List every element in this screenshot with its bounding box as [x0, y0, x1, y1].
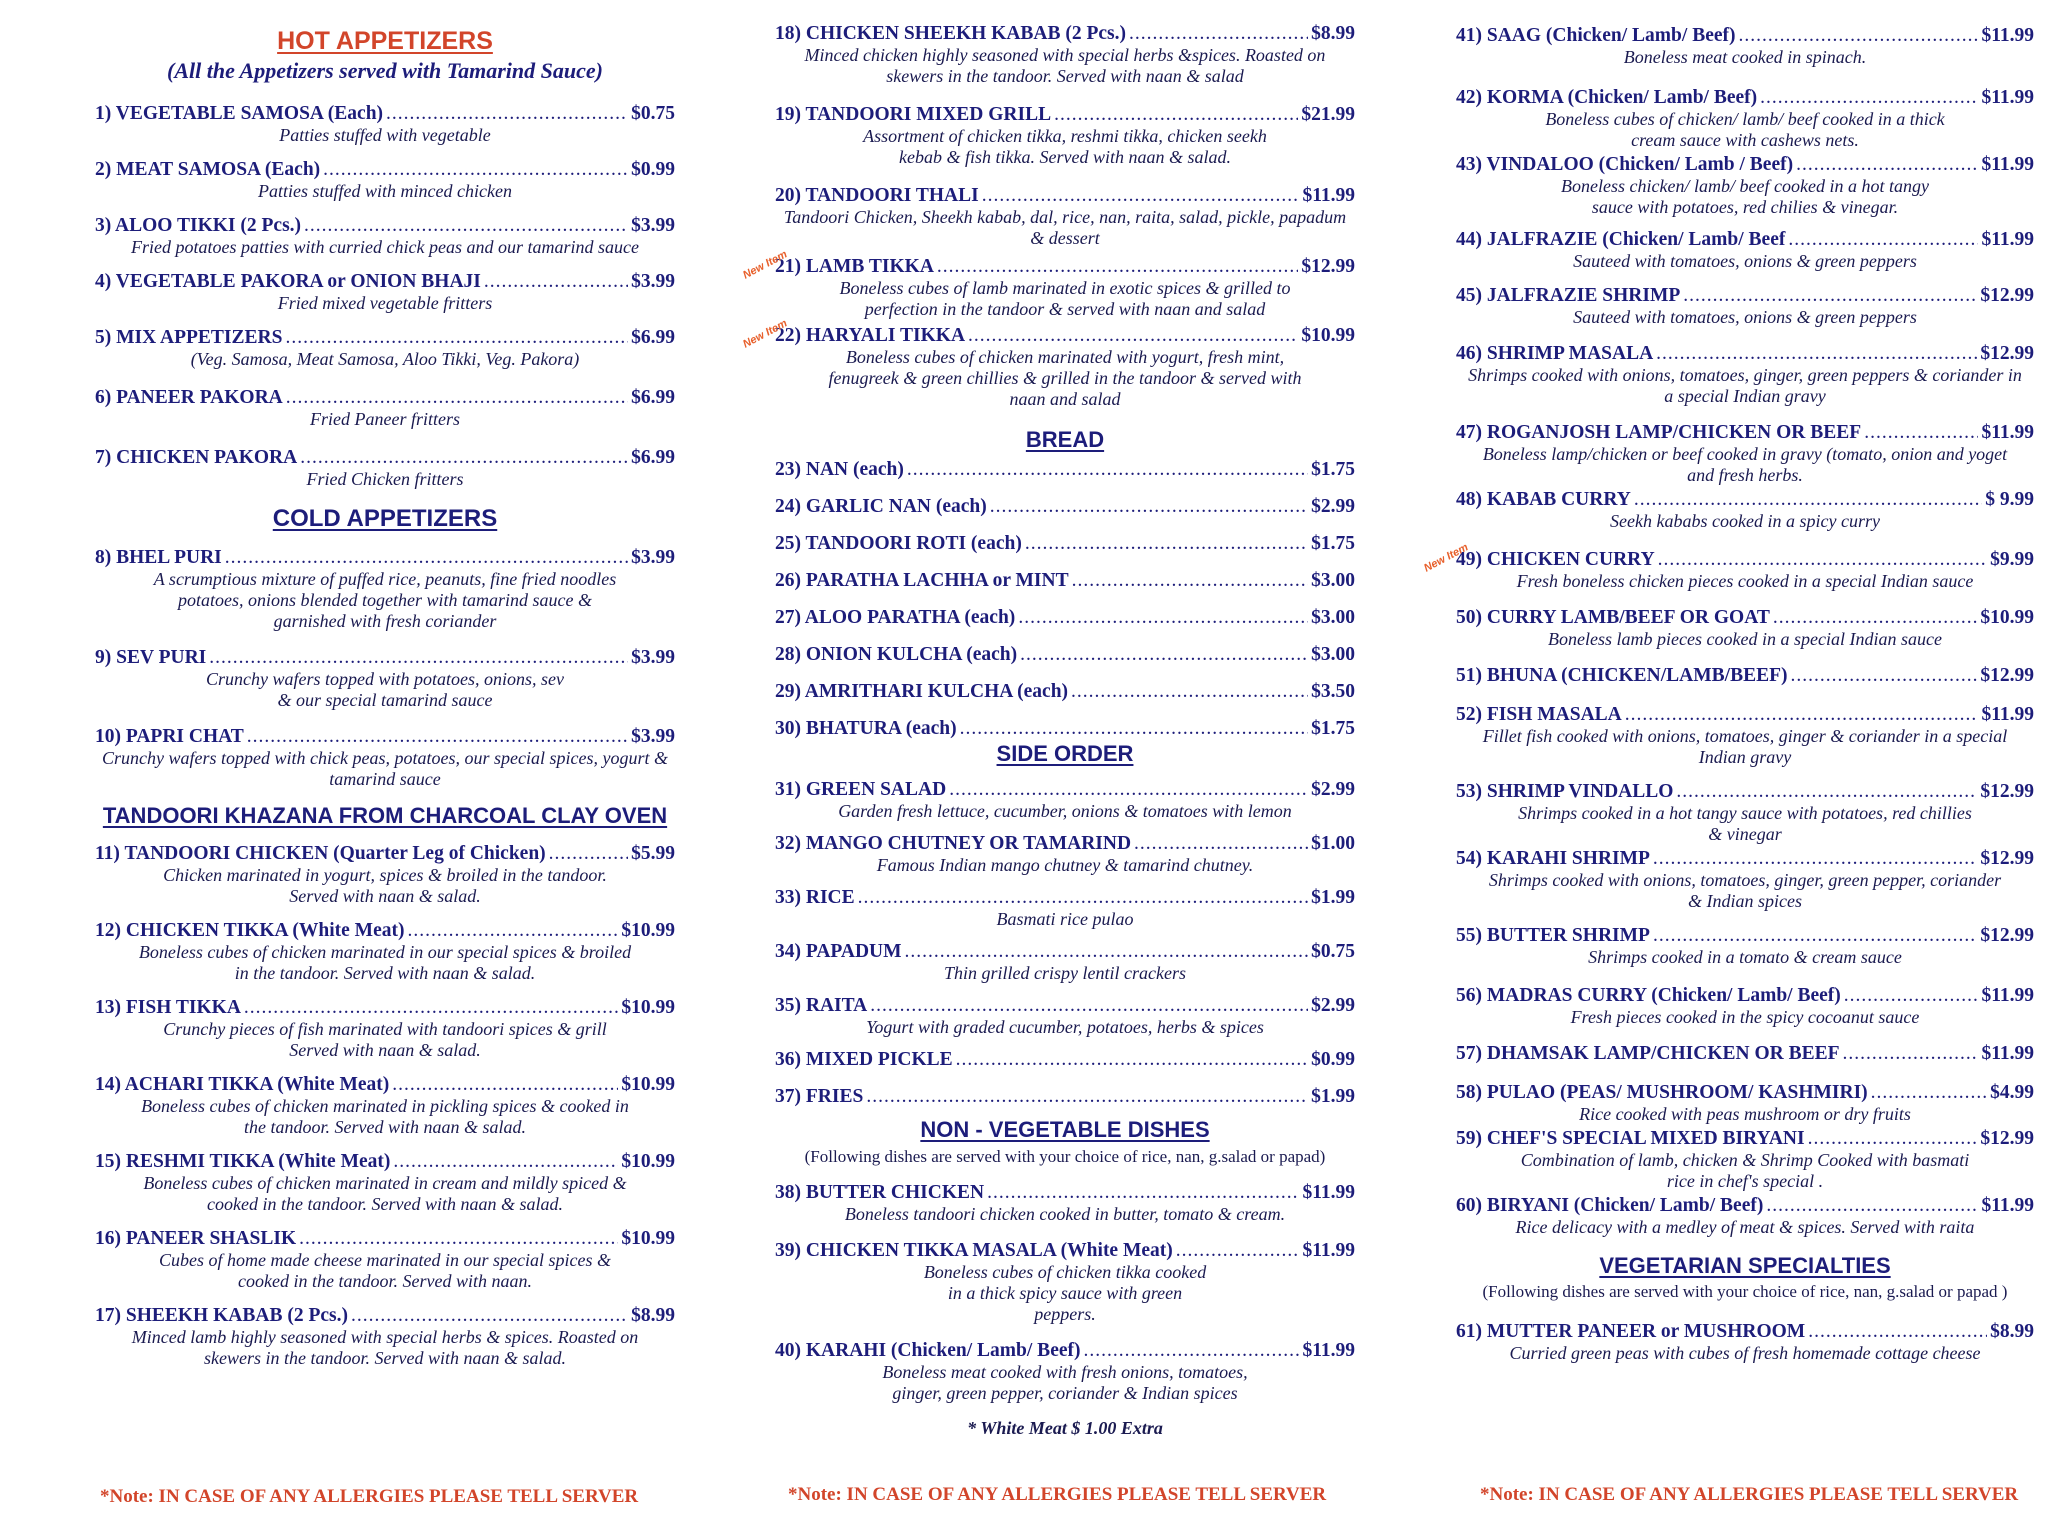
item-price: $4.99: [1990, 1082, 2034, 1103]
item-name: 5) MIX APPETIZERS: [95, 326, 283, 348]
item-description: Yogurt with graded cucumber, potatoes, herbs & spices: [866, 1017, 1264, 1038]
item-name: 12) CHICKEN TIKKA (White Meat): [95, 920, 405, 942]
menu-item: [775, 717, 1355, 740]
item-price: $3.00: [1311, 570, 1355, 592]
item-name: 10) PAPRI CHAT: [95, 725, 244, 747]
item-price: $2.99: [1311, 496, 1355, 518]
menu-item: [95, 1150, 675, 1215]
item-price: $5.99: [631, 843, 675, 865]
menu-item: [741, 317, 1355, 410]
item-price: $ 9.99: [1985, 489, 2034, 510]
cold-appetizers-list: [95, 546, 675, 790]
item-description: Fried Chicken fritters: [306, 468, 464, 489]
item-description: Boneless cubes of chicken tikka cooked in a thick spicy sauce with green peppers.: [923, 1261, 1207, 1324]
item-price: $2.99: [1311, 779, 1355, 801]
item-name: 30) BHATURA (each): [775, 718, 957, 740]
menu-item: [95, 446, 675, 490]
menu-item: [95, 919, 675, 984]
item-price: $12.99: [1980, 781, 2034, 802]
menu-item: [95, 158, 675, 202]
hot-appetizers-list: [95, 102, 675, 490]
item-description: Boneless lamp/chicken or beef cooked in gravy (tomato, onion and yoget and fresh herbs.: [1482, 444, 2008, 485]
item-name: 49) CHICKEN CURRY: [1456, 549, 1655, 570]
non-veg-list: [775, 1181, 1355, 1404]
item-price: $21.99: [1301, 104, 1355, 125]
allergy-note-middle: *Note: IN CASE OF ANY ALLERGIES PLEASE TELL SERVER: [788, 1484, 1327, 1505]
item-price: $12.99: [1980, 285, 2034, 306]
new-item-tag: New Item: [741, 317, 790, 351]
item-price: $10.99: [621, 920, 675, 942]
item-price: $11.99: [1981, 1195, 2034, 1216]
item-name: 46) SHRIMP MASALA: [1456, 343, 1654, 364]
item-name: 43) VINDALOO (Chicken/ Lamb / Beef): [1456, 154, 1794, 175]
menu-item: [775, 680, 1355, 703]
veg-specialties-list: [1456, 1320, 2034, 1364]
item-description: Crunchy wafers topped with potatoes, onions, sev & our special tamarind sauce: [206, 668, 564, 710]
item-name: 11) TANDOORI CHICKEN (Quarter Leg of Chicken): [95, 843, 546, 865]
item-description: Boneless cubes of lamb marinated in exotic spices & grilled to perfection in the tandoor & served with naan and salad: [839, 278, 1291, 319]
allergy-note-right: *Note: IN CASE OF ANY ALLERGIES PLEASE TELL SERVER: [1480, 1484, 2019, 1505]
item-price: $1.75: [1311, 459, 1355, 481]
new-item-tag: New Item: [741, 248, 790, 282]
non-veg-note: (Following dishes are served with your choice of rice, nan, g.salad or papad): [804, 1146, 1326, 1166]
item-name: 57) DHAMSAK LAMP/CHICKEN OR BEEF: [1456, 1043, 1840, 1064]
menu-item: [95, 996, 675, 1061]
item-name: 26) PARATHA LACHHA or MINT: [775, 570, 1069, 592]
menu-item: [775, 458, 1355, 481]
menu-item: [1456, 1320, 2034, 1364]
item-price: $8.99: [1311, 23, 1355, 44]
menu-item: [1456, 284, 2034, 328]
item-description: Boneless lamb pieces cooked in a special Indian sauce: [1548, 629, 1942, 649]
item-name: 32) MANGO CHUTNEY OR TAMARIND: [775, 833, 1132, 855]
item-description: Sauteed with tomatoes, onions & green peppers: [1573, 251, 1917, 271]
item-price: $3.99: [631, 725, 675, 747]
menu-item: [1456, 924, 2034, 968]
item-name: 27) ALOO PARATHA (each): [775, 607, 1016, 629]
item-price: $1.99: [1311, 1086, 1355, 1108]
item-price: $6.99: [631, 446, 675, 468]
item-name: 44) JALFRAZIE (Chicken/ Lamb/ Beef: [1456, 229, 1786, 250]
item-name: 41) SAAG (Chicken/ Lamb/ Beef): [1456, 25, 1736, 46]
menu-item: [775, 184, 1355, 249]
item-price: $0.99: [1311, 1049, 1355, 1071]
item-price: $12.99: [1980, 925, 2034, 946]
item-price: $10.99: [621, 997, 675, 1019]
cold-appetizers-title: COLD APPETIZERS: [272, 504, 498, 532]
menu-item: [1456, 153, 2034, 218]
item-price: $3.99: [631, 646, 675, 668]
item-description: Cubes of home made cheese marinated in our special spices & cooked in the tandoor. Served with naan.: [159, 1250, 611, 1292]
menu-item: [95, 842, 675, 907]
item-description: Fresh pieces cooked in the spicy cocoanut sauce: [1570, 1007, 1920, 1027]
menu-item: [1456, 1194, 2034, 1238]
menu-column-right: [1422, 0, 2034, 1519]
menu-item: [775, 532, 1355, 555]
menu-item: [1456, 703, 2034, 768]
tandoori-list: [95, 842, 675, 1369]
item-price: $0.99: [631, 158, 675, 180]
item-price: $1.99: [1311, 887, 1355, 909]
item-description: Boneless cubes of chicken/ lamb/ beef cooked in a thick cream sauce with cashews nets.: [1545, 109, 1945, 150]
item-price: $12.99: [1301, 256, 1355, 277]
menu-item: [1456, 1081, 2034, 1125]
menu-item: [1456, 488, 2034, 532]
item-name: 14) ACHARI TIKKA (White Meat): [95, 1074, 390, 1096]
item-description: Chicken marinated in yogurt, spices & broiled in the tandoor. Served with naan & salad.: [163, 865, 607, 907]
item-description: Thin grilled crispy lentil crackers: [944, 963, 1186, 984]
menu-item: [775, 778, 1355, 822]
item-name: 60) BIRYANI (Chicken/ Lamb/ Beef): [1456, 1195, 1764, 1216]
item-description: Sauteed with tomatoes, onions & green peppers: [1573, 307, 1917, 327]
item-name: 15) RESHMI TIKKA (White Meat): [95, 1151, 391, 1173]
bread-title: BREAD: [1025, 427, 1105, 452]
item-description: (Veg. Samosa, Meat Samosa, Aloo Tikki, Veg. Pakora): [190, 348, 580, 369]
item-description: Seekh kababs cooked in a spicy curry: [1610, 511, 1880, 531]
menu-item: [775, 643, 1355, 666]
item-price: $6.99: [631, 386, 675, 408]
menu-item: [1456, 228, 2034, 272]
item-name: 35) RAITA: [775, 995, 868, 1017]
menu-item: [1456, 664, 2034, 687]
menu-item: [1456, 86, 2034, 151]
item-name: 61) MUTTER PANEER or MUSHROOM: [1456, 1321, 1806, 1343]
item-description: Tandoori Chicken, Sheekh kabab, dal, rice, nan, raita, salad, pickle, papadum & dessert: [783, 207, 1347, 248]
item-description: Basmati rice pulao: [996, 909, 1134, 930]
menu-item: [775, 569, 1355, 592]
item-name: 21) LAMB TIKKA: [775, 256, 934, 277]
item-description: Boneless cubes of chicken marinated in cream and mildly spiced & cooked in the tandoor. Served with naan & salad.: [143, 1173, 627, 1215]
item-name: 7) CHICKEN PAKORA: [95, 446, 298, 468]
menu-item: [775, 1181, 1355, 1225]
item-price: $10.99: [621, 1151, 675, 1173]
menu-item: [95, 1227, 675, 1292]
item-price: $3.99: [631, 546, 675, 568]
menu-item: [775, 22, 1355, 87]
menu-item: [1456, 421, 2034, 486]
item-name: 39) CHICKEN TIKKA MASALA (White Meat): [775, 1239, 1173, 1261]
menu-item: [95, 386, 675, 430]
menu-item: [1456, 1127, 2034, 1192]
hot-appetizers-subtitle: (All the Appetizers served with Tamarind Sauce): [167, 57, 603, 83]
item-name: 40) KARAHI (Chicken/ Lamb/ Beef): [775, 1339, 1081, 1361]
item-name: 19) TANDOORI MIXED GRILL: [775, 104, 1052, 125]
item-price: $11.99: [1981, 25, 2034, 46]
item-price: $11.99: [1981, 1043, 2034, 1064]
item-name: 36) MIXED PICKLE: [775, 1049, 953, 1071]
white-meat-extra-note: * White Meat $ 1.00 Extra: [967, 1417, 1163, 1438]
item-description: Boneless tandoori chicken cooked in butter, tomato & cream.: [844, 1203, 1286, 1224]
menu-item: [95, 270, 675, 314]
item-description: A scrumptious mixture of puffed rice, peanuts, fine fried noodles potatoes, onions blended together with tamarind sauce & garnished with fresh coriander: [153, 568, 617, 631]
item-description: Famous Indian mango chutney & tamarind chutney.: [876, 855, 1254, 876]
item-name: 3) ALOO TIKKI (2 Pcs.): [95, 214, 302, 236]
item-name: 55) BUTTER SHRIMP: [1456, 925, 1650, 946]
item-name: 45) JALFRAZIE SHRIMP: [1456, 285, 1681, 306]
item-price: $9.99: [1990, 549, 2034, 570]
item-description: Fried mixed vegetable fritters: [277, 292, 493, 313]
menu-item: [1456, 780, 2034, 845]
item-name: 2) MEAT SAMOSA (Each): [95, 158, 321, 180]
veg-specialties-title: VEGETARIAN SPECIALTIES: [1599, 1253, 1891, 1278]
menu-item: [741, 248, 1355, 320]
menu-column-middle: [741, 0, 1355, 1519]
item-name: 25) TANDOORI ROTI (each): [775, 533, 1022, 555]
item-name: 52) FISH MASALA: [1456, 704, 1622, 725]
item-price: $10.99: [1980, 607, 2034, 628]
menu-item: [775, 832, 1355, 876]
item-price: $11.99: [1981, 154, 2034, 175]
item-description: Shrimps cooked in a tomato & cream sauce: [1588, 947, 1902, 967]
item-name: 1) VEGETABLE SAMOSA (Each): [95, 102, 384, 124]
item-name: 59) CHEF'S SPECIAL MIXED BIRYANI: [1456, 1128, 1805, 1149]
item-name: 17) SHEEKH KABAB (2 Pcs.): [95, 1305, 348, 1327]
item-price: $11.99: [1981, 87, 2034, 108]
side-order-list: [775, 778, 1355, 1108]
menu-item: [775, 1239, 1355, 1325]
item-description: Fillet fish cooked with onions, tomatoes, ginger & coriander in a special Indian gravy: [1482, 726, 2008, 767]
item-description: Boneless cubes of chicken marinated in our special spices & broiled in the tandoor. Served with naan & salad.: [138, 942, 632, 984]
item-description: Fried Paneer fritters: [310, 408, 460, 429]
menu-item: [95, 326, 675, 370]
menu-item: [775, 1085, 1355, 1108]
item-price: $12.99: [1980, 1128, 2034, 1149]
menu-item: [775, 103, 1355, 168]
item-description: Curried green peas with cubes of fresh homemade cottage cheese: [1509, 1343, 1981, 1364]
item-description: Fried potatoes patties with curried chick peas and our tamarind sauce: [131, 236, 639, 257]
item-price: $1.75: [1311, 533, 1355, 555]
tandoori-title: TANDOORI KHAZANA FROM CHARCOAL CLAY OVEN: [102, 802, 668, 828]
item-description: Rice cooked with peas mushroom or dry fruits: [1579, 1104, 1911, 1124]
item-name: 4) VEGETABLE PAKORA or ONION BHAJI: [95, 270, 481, 292]
item-name: 13) FISH TIKKA: [95, 997, 241, 1019]
item-description: Boneless cubes of chicken marinated with yogurt, fresh mint, fenugreek & green chillies & grilled in the tandoor & served with naan and salad: [828, 347, 1302, 409]
item-description: Minced lamb highly seasoned with special herbs & spices. Roasted on skewers in the tandoor. Served with naan & salad.: [131, 1327, 639, 1369]
allergy-note-left: *Note: IN CASE OF ANY ALLERGIES PLEASE TELL SERVER: [100, 1486, 639, 1507]
item-description: Boneless cubes of chicken marinated in pickling spices & cooked in the tandoor. Served with naan & salad.: [141, 1096, 629, 1138]
item-price: $11.99: [1981, 985, 2034, 1006]
item-description: Assortment of chicken tikka, reshmi tikka, chicken seekh kebab & fish tikka. Served with naan & salad.: [863, 126, 1267, 167]
menu-item: [1456, 984, 2034, 1028]
bread-list: [775, 458, 1355, 740]
item-description: Rice delicacy with a medley of meat & spices. Served with raita: [1515, 1217, 1975, 1237]
item-description: Minced chicken highly seasoned with special herbs &spices. Roasted on skewers in the tandoor. Served with naan & salad: [804, 45, 1326, 86]
veg-specialties-note: (Following dishes are served with your choice of rice, nan, g.salad or papad ): [1482, 1282, 2008, 1302]
menu-item: [1456, 847, 2034, 912]
item-name: 58) PULAO (PEAS/ MUSHROOM/ KASHMIRI): [1456, 1082, 1868, 1103]
menu-item: [1456, 1042, 2034, 1065]
item-name: 22) HARYALI TIKKA: [775, 325, 966, 346]
menu-item: [95, 1073, 675, 1138]
item-price: $11.99: [1302, 1339, 1355, 1361]
item-name: 16) PANEER SHASLIK: [95, 1228, 297, 1250]
item-name: 53) SHRIMP VINDALLO: [1456, 781, 1674, 802]
menu-item: [95, 546, 675, 632]
item-price: $12.99: [1980, 665, 2034, 686]
menu-item: [775, 940, 1355, 984]
item-description: Shrimps cooked with onions, tomatoes, ginger, green peppers & coriander in a special Indian gravy: [1468, 365, 2022, 406]
item-name: 33) RICE: [775, 887, 855, 909]
item-name: 24) GARLIC NAN (each): [775, 496, 987, 518]
side-order-title: SIDE ORDER: [996, 741, 1134, 767]
item-price: $11.99: [1302, 185, 1355, 206]
item-name: 23) NAN (each): [775, 459, 904, 481]
item-name: 34) PAPADUM: [775, 941, 902, 963]
tandoori-list-continued: [741, 22, 1355, 410]
hot-appetizers-title: HOT APPETIZERS: [277, 27, 493, 55]
item-price: $0.75: [631, 102, 675, 124]
menu-item: [1456, 342, 2034, 407]
menu-item: [95, 214, 675, 258]
new-item-tag: New Item: [1422, 541, 1471, 575]
item-price: $10.99: [1301, 325, 1355, 346]
non-veg-list-continued: [1422, 24, 2034, 1238]
item-price: $10.99: [621, 1228, 675, 1250]
item-description: Shrimps cooked in a hot tangy sauce with potatoes, red chillies & vinegar: [1518, 803, 1972, 844]
item-price: $11.99: [1981, 229, 2034, 250]
menu-item: [95, 725, 675, 790]
item-name: 42) KORMA (Chicken/ Lamb/ Beef): [1456, 87, 1758, 108]
item-name: 54) KARAHI SHRIMP: [1456, 848, 1650, 869]
menu-item: [95, 646, 675, 711]
item-price: $1.75: [1311, 718, 1355, 740]
item-description: Combination of lamb, chicken & Shrimp Cooked with basmati rice in chef's special .: [1520, 1150, 1970, 1191]
item-name: 37) FRIES: [775, 1086, 864, 1108]
item-price: $3.00: [1311, 644, 1355, 666]
item-price: $6.99: [631, 326, 675, 348]
menu-item: [1422, 541, 2034, 592]
item-name: 31) GREEN SALAD: [775, 779, 947, 801]
item-description: Patties stuffed with vegetable: [279, 124, 491, 145]
item-description: Fresh boneless chicken pieces cooked in a special Indian sauce: [1516, 571, 1974, 591]
item-price: $11.99: [1302, 1239, 1355, 1261]
menu-item: [95, 102, 675, 146]
menu-column-left: [95, 0, 675, 1519]
item-price: $11.99: [1981, 422, 2034, 443]
item-price: $3.50: [1311, 681, 1355, 703]
item-price: $10.99: [621, 1074, 675, 1096]
item-name: 29) AMRITHARI KULCHA (each): [775, 681, 1069, 703]
menu-item: [1456, 24, 2034, 68]
item-name: 18) CHICKEN SHEEKH KABAB (2 Pcs.): [775, 23, 1127, 44]
item-name: 56) MADRAS CURRY (Chicken/ Lamb/ Beef): [1456, 985, 1841, 1006]
non-veg-title: NON - VEGETABLE DISHES: [920, 1117, 1210, 1143]
item-price: $11.99: [1981, 704, 2034, 725]
item-name: 38) BUTTER CHICKEN: [775, 1181, 985, 1203]
item-price: $0.75: [1311, 941, 1355, 963]
item-description: Shrimps cooked with onions, tomatoes, ginger, green pepper, coriander & Indian spices: [1488, 870, 2002, 911]
item-name: 51) BHUNA (CHICKEN/LAMB/BEEF): [1456, 665, 1788, 686]
menu-item: [775, 994, 1355, 1038]
item-price: $8.99: [631, 1305, 675, 1327]
item-description: Boneless meat cooked with fresh onions, tomatoes, ginger, green pepper, coriander & Indian spices: [882, 1361, 1248, 1403]
item-name: 47) ROGANJOSH LAMP/CHICKEN OR BEEF: [1456, 422, 1862, 443]
item-name: 20) TANDOORI THALI: [775, 185, 979, 206]
item-name: 9) SEV PURI: [95, 646, 207, 668]
item-price: $12.99: [1980, 848, 2034, 869]
item-price: $3.00: [1311, 607, 1355, 629]
item-price: $11.99: [1302, 1181, 1355, 1203]
item-description: Crunchy wafers topped with chick peas, potatoes, our special spices, yogurt & tamarind sauce: [102, 747, 668, 789]
item-description: Boneless meat cooked in spinach.: [1623, 47, 1867, 67]
menu-item: [775, 886, 1355, 930]
item-price: $1.00: [1311, 833, 1355, 855]
menu-item: [1456, 606, 2034, 650]
menu-item: [95, 1304, 675, 1369]
menu-item: [775, 1048, 1355, 1071]
item-name: 48) KABAB CURRY: [1456, 489, 1631, 510]
item-price: $12.99: [1980, 343, 2034, 364]
item-name: 8) BHEL PURI: [95, 546, 222, 568]
menu-item: [775, 606, 1355, 629]
item-price: $2.99: [1311, 995, 1355, 1017]
item-price: $3.99: [631, 214, 675, 236]
item-name: 50) CURRY LAMB/BEEF OR GOAT: [1456, 607, 1770, 628]
menu-item: [775, 1339, 1355, 1404]
item-name: 6) PANEER PAKORA: [95, 386, 283, 408]
item-price: $3.99: [631, 270, 675, 292]
item-description: Crunchy pieces of fish marinated with tandoori spices & grill Served with naan & salad.: [163, 1019, 607, 1061]
item-description: Patties stuffed with minced chicken: [258, 180, 512, 201]
item-description: Garden fresh lettuce, cucumber, onions & tomatoes with lemon: [838, 801, 1292, 822]
menu-item: [775, 495, 1355, 518]
item-price: $8.99: [1990, 1321, 2034, 1343]
item-name: 28) ONION KULCHA (each): [775, 644, 1018, 666]
item-description: Boneless chicken/ lamb/ beef cooked in a hot tangy sauce with potatoes, red chilies & vinegar.: [1561, 176, 1929, 217]
